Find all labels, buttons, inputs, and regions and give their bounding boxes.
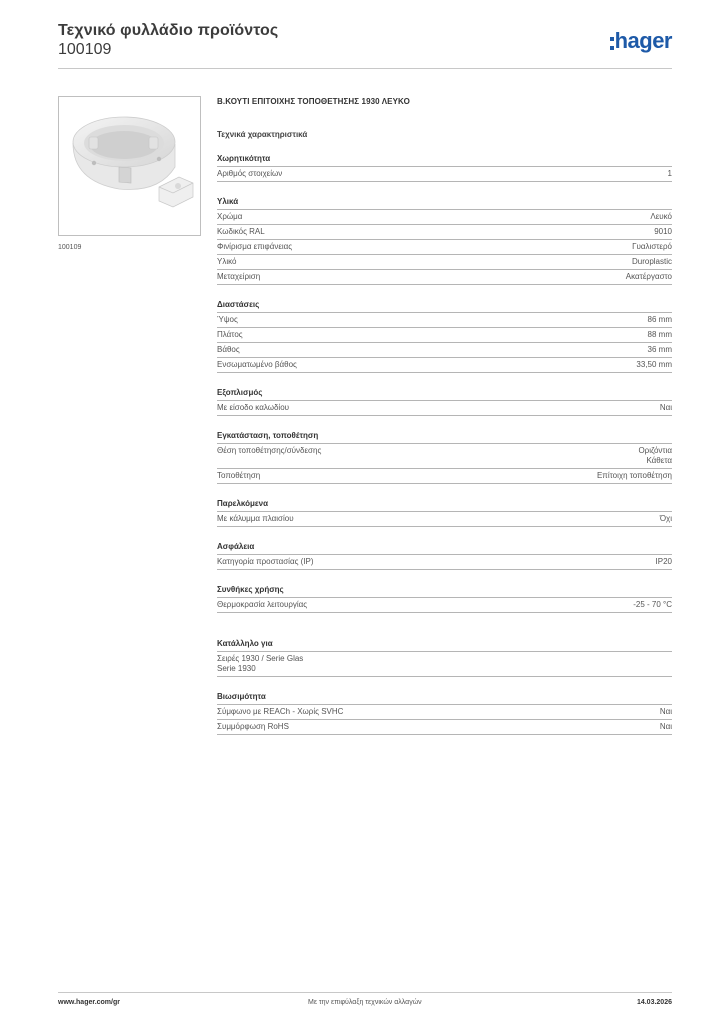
spec-row [217,239,672,254]
spec-value: Λευκό [650,212,672,221]
spec-label: Με κάλυμμα πλαισίου [217,514,294,523]
spec-label: Συμμόρφωση RoHS [217,722,289,731]
spec-label: Ύψος [217,315,238,324]
spec-value: 36 mm [647,345,672,354]
spec-row [217,443,672,468]
spec-value: Ναι [659,403,672,412]
spec-label: Τοποθέτηση [217,471,261,480]
spec-value: Όχι [659,514,672,523]
spec-label: Κωδικός RAL [217,227,265,236]
spec-row [217,511,672,527]
spec-row [217,224,672,239]
product-name: Β.ΚΟΥΤΙ ΕΠΙΤΟΙΧΗΣ ΤΟΠΟΘΕΤΗΣΗΣ 1930 ΛΕΥΚΟ [217,97,410,106]
section-title-safety: Ασφάλεια [217,542,255,551]
section-title-capacity: Χωρητικότητα [217,154,271,163]
datasheet-content [217,97,672,735]
image-caption: 100109 [58,244,82,251]
spec-label: Σύμφωνο με REACh - Χωρίς SVHC [217,707,344,716]
spec-value: 86 mm [647,315,672,324]
product-photo-icon [59,97,200,235]
section-title-installation: Εγκατάσταση, τοποθέτηση [217,431,319,440]
section-title-suitable-for: Κατάλληλο για [217,639,273,648]
section-title-materials: Υλικά [217,197,239,206]
technical-characteristics-heading: Τεχνικά χαρακτηριστικά [217,130,308,139]
section-title-equipment: Εξοπλισμός [217,388,263,397]
spec-label: Ενσωματωμένο βάθος [217,360,297,369]
spec-value: IP20 [655,557,672,566]
spec-row [217,400,672,416]
spec-label: Χρώμα [217,212,243,221]
spec-value: 33,50 mm [636,360,672,369]
section-title-conditions: Συνθήκες χρήσης [217,585,284,594]
spec-label: Υλικό [217,257,237,266]
spec-label: Φινίρισμα επιφάνειας [217,242,293,251]
product-image [58,96,201,236]
spec-label: Θέση τοποθέτησης/σύνδεσης [217,446,322,455]
footer-divider [58,992,672,993]
spec-row [217,342,672,357]
spec-value-line: Οριζόντια [638,446,672,455]
spec-label: Μεταχείριση [217,272,261,281]
spec-value [638,446,672,466]
logo-text: hager [614,28,672,53]
spec-row [217,209,672,224]
spec-value: Ναι [659,722,672,731]
spec-row [217,704,672,719]
spec-label: Κατηγορία προστασίας (IP) [217,557,314,566]
spec-row [217,254,672,269]
spec-value: 9010 [654,227,672,236]
suitable-line: Σειρές 1930 / Serie Glas [217,654,304,663]
spec-row [217,651,672,677]
spec-row [217,166,672,182]
spec-row [217,468,672,484]
spec-row [217,719,672,735]
spec-label: Βάθος [217,345,240,354]
spec-row [217,357,672,373]
spec-row [217,269,672,285]
header-divider [58,68,672,69]
spec-label: Αριθμός στοιχείων [217,169,283,178]
spec-row [217,554,672,570]
spec-value: Ακατέργαστο [625,272,672,281]
footer-website-link[interactable]: www.hager.com/gr [58,999,120,1006]
spec-value: Duroplastic [631,257,672,266]
section-title-sustainability: Βιωσιμότητα [217,692,266,701]
spec-label: Θερμοκρασία λειτουργίας [217,600,308,609]
suitable-line: Serie 1930 [217,664,256,673]
logo-colon-icon [610,37,614,50]
section-title-accessories: Παρελκόμενα [217,499,269,508]
section-title-dimensions: Διαστάσεις [217,300,260,309]
spec-value: -25 - 70 °C [633,600,672,609]
hager-logo [610,28,672,54]
spec-value: 1 [667,169,672,178]
page-header [58,22,672,70]
spec-row [217,597,672,613]
spec-row [217,327,672,342]
spec-value: Επίτοιχη τοποθέτηση [596,471,672,480]
document-title: Τεχνικό φυλλάδιο προϊόντος [58,22,279,39]
spec-row [217,312,672,327]
spec-label: Με είσοδο καλωδίου [217,403,290,412]
spec-value: 88 mm [647,330,672,339]
spec-value: Ναι [659,707,672,716]
spec-label: Πλάτος [217,330,243,339]
spec-label [217,654,303,674]
spec-value-line: Κάθετα [646,456,672,465]
spec-value: Γυαλιστερό [632,242,672,251]
footer-disclaimer: Με την επιφύλαξη τεχνικών αλλαγών [308,999,422,1006]
footer-date: 14.03.2026 [636,999,672,1006]
document-number: 100109 [58,41,112,58]
